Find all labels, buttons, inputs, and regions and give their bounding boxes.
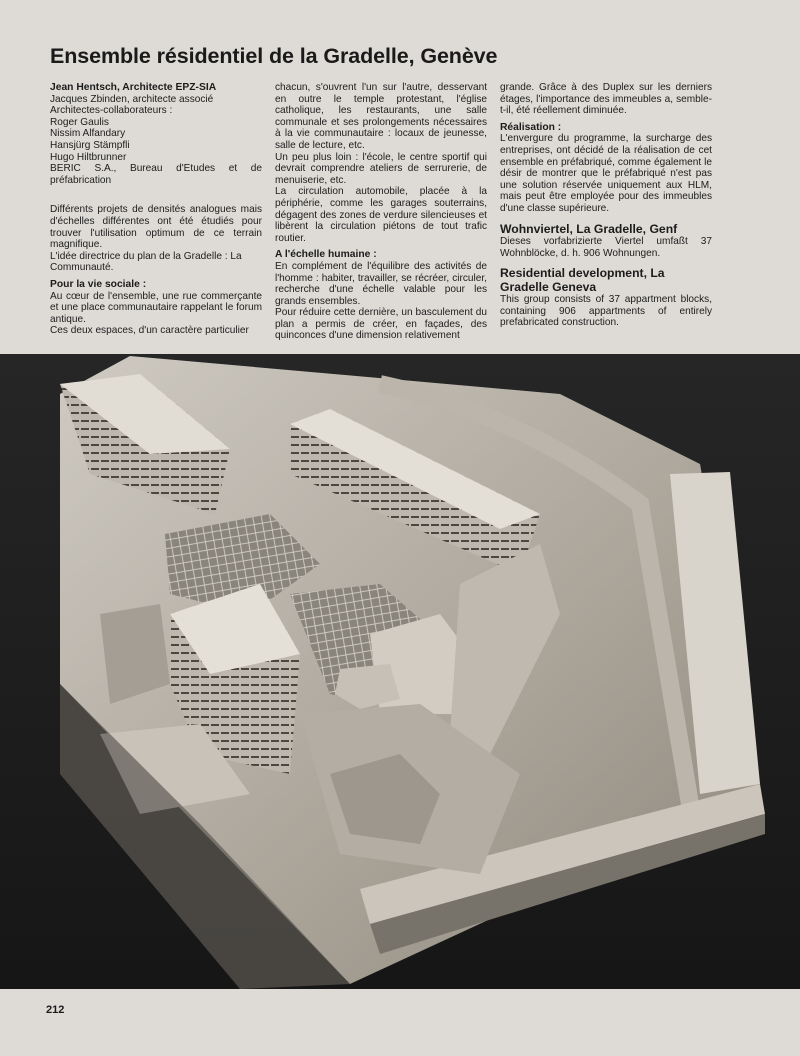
intro-paragraph: Différents projets de densités analogues mais d'échelles différentes ont été étudiés pour trouver l'utilisation optimum de ce terrain magnifique.: [50, 204, 262, 251]
paragraph: Un peu plus loin : l'école, le centre sportif qui devrait comprendre ateliers de serrurerie, de menuiserie, etc.: [275, 151, 487, 186]
collaborator-name: Hugo Hiltbrunner: [50, 151, 127, 163]
realisation-heading: Réalisation :: [500, 121, 562, 133]
associate-architect: Jacques Zbinden, architecte associé: [50, 93, 214, 105]
english-summary-text: This group consists of 37 appartment blocks, containing 906 appartments of entirely prefabricated construction.: [500, 294, 712, 329]
model-illustration: [0, 354, 800, 989]
paragraph: L'envergure du programme, la surcharge des entreprises, ont décidé de la réalisation de cet ensemble en préfabriqué, comme également le désir de montrer que le préfabriqué n'est pas une solution réservée uniquement aux HLM, mais peut être employée pour des immeubles d'une classe supérieure.: [500, 133, 712, 214]
paragraph: grande. Grâce à des Duplex sur les derniers étages, l'importance des immeubles a, semble-t-il, été réellement diminuée.: [500, 82, 712, 117]
collaborator-name: Roger Gaulis: [50, 116, 109, 128]
collaborators-label: Architectes-collaborateurs :: [50, 105, 173, 117]
architect-name: Jean Hentsch, Architecte EPZ-SIA: [50, 82, 217, 93]
text-column-3: [500, 82, 712, 329]
paragraph: chacun, s'ouvrent l'un sur l'autre, desservant en outre le temple protestant, l'église catholique, les restaurants, une salle communale et ses prolongements nécessaires à la vie communautaire : locaux de jeunesse, salle de lecture, etc.: [275, 82, 487, 151]
engineering-office: BERIC S.A., Bureau d'Etudes et de préfabrication: [50, 163, 262, 186]
article-title: Ensemble résidentiel de la Gradelle, Genève: [50, 44, 498, 68]
human-scale-heading: A l'échelle humaine :: [275, 249, 377, 261]
social-paragraph: Au cœur de l'ensemble, une rue commerçante et une place communautaire rappelant le forum antique.: [50, 290, 262, 325]
text-column-2: [275, 82, 487, 342]
paragraph: La circulation automobile, placée à la périphérie, comme les garages souterrains, dégagent des zones de verdure silencieuses et libèrent la circulation piétons de tout trafic routier.: [275, 186, 487, 244]
german-summary-text: Dieses vorfabrizierte Viertel umfaßt 37 Wohnblöcke, d. h. 906 Wohnungen.: [500, 236, 712, 259]
page-number: 212: [46, 1004, 65, 1016]
text-column-1: [50, 82, 262, 337]
collaborator-name: Hansjürg Stämpfli: [50, 139, 130, 151]
paragraph: En complément de l'équilibre des activités de l'homme : habiter, travailler, se récréer, circuler, recherche d'une échelle valable pour les grands ensembles.: [275, 260, 487, 307]
english-summary-heading: Residential development, La Gradelle Geneva: [500, 266, 665, 294]
spaces-paragraph: Ces deux espaces, d'un caractère particulier: [50, 325, 249, 337]
collaborator-name: Nissim Alfandary: [50, 128, 126, 140]
paragraph: Pour réduire cette dernière, un basculement du plan a permis de créer, en façades, des quinconces d'une dimension relativement: [275, 307, 487, 342]
architectural-model-photo: [0, 354, 800, 989]
german-summary-heading: Wohnviertel, La Gradelle, Genf: [500, 221, 678, 236]
idea-paragraph: L'idée directrice du plan de la Gradelle : La Communauté.: [50, 250, 242, 274]
social-heading: Pour la vie sociale :: [50, 278, 147, 290]
